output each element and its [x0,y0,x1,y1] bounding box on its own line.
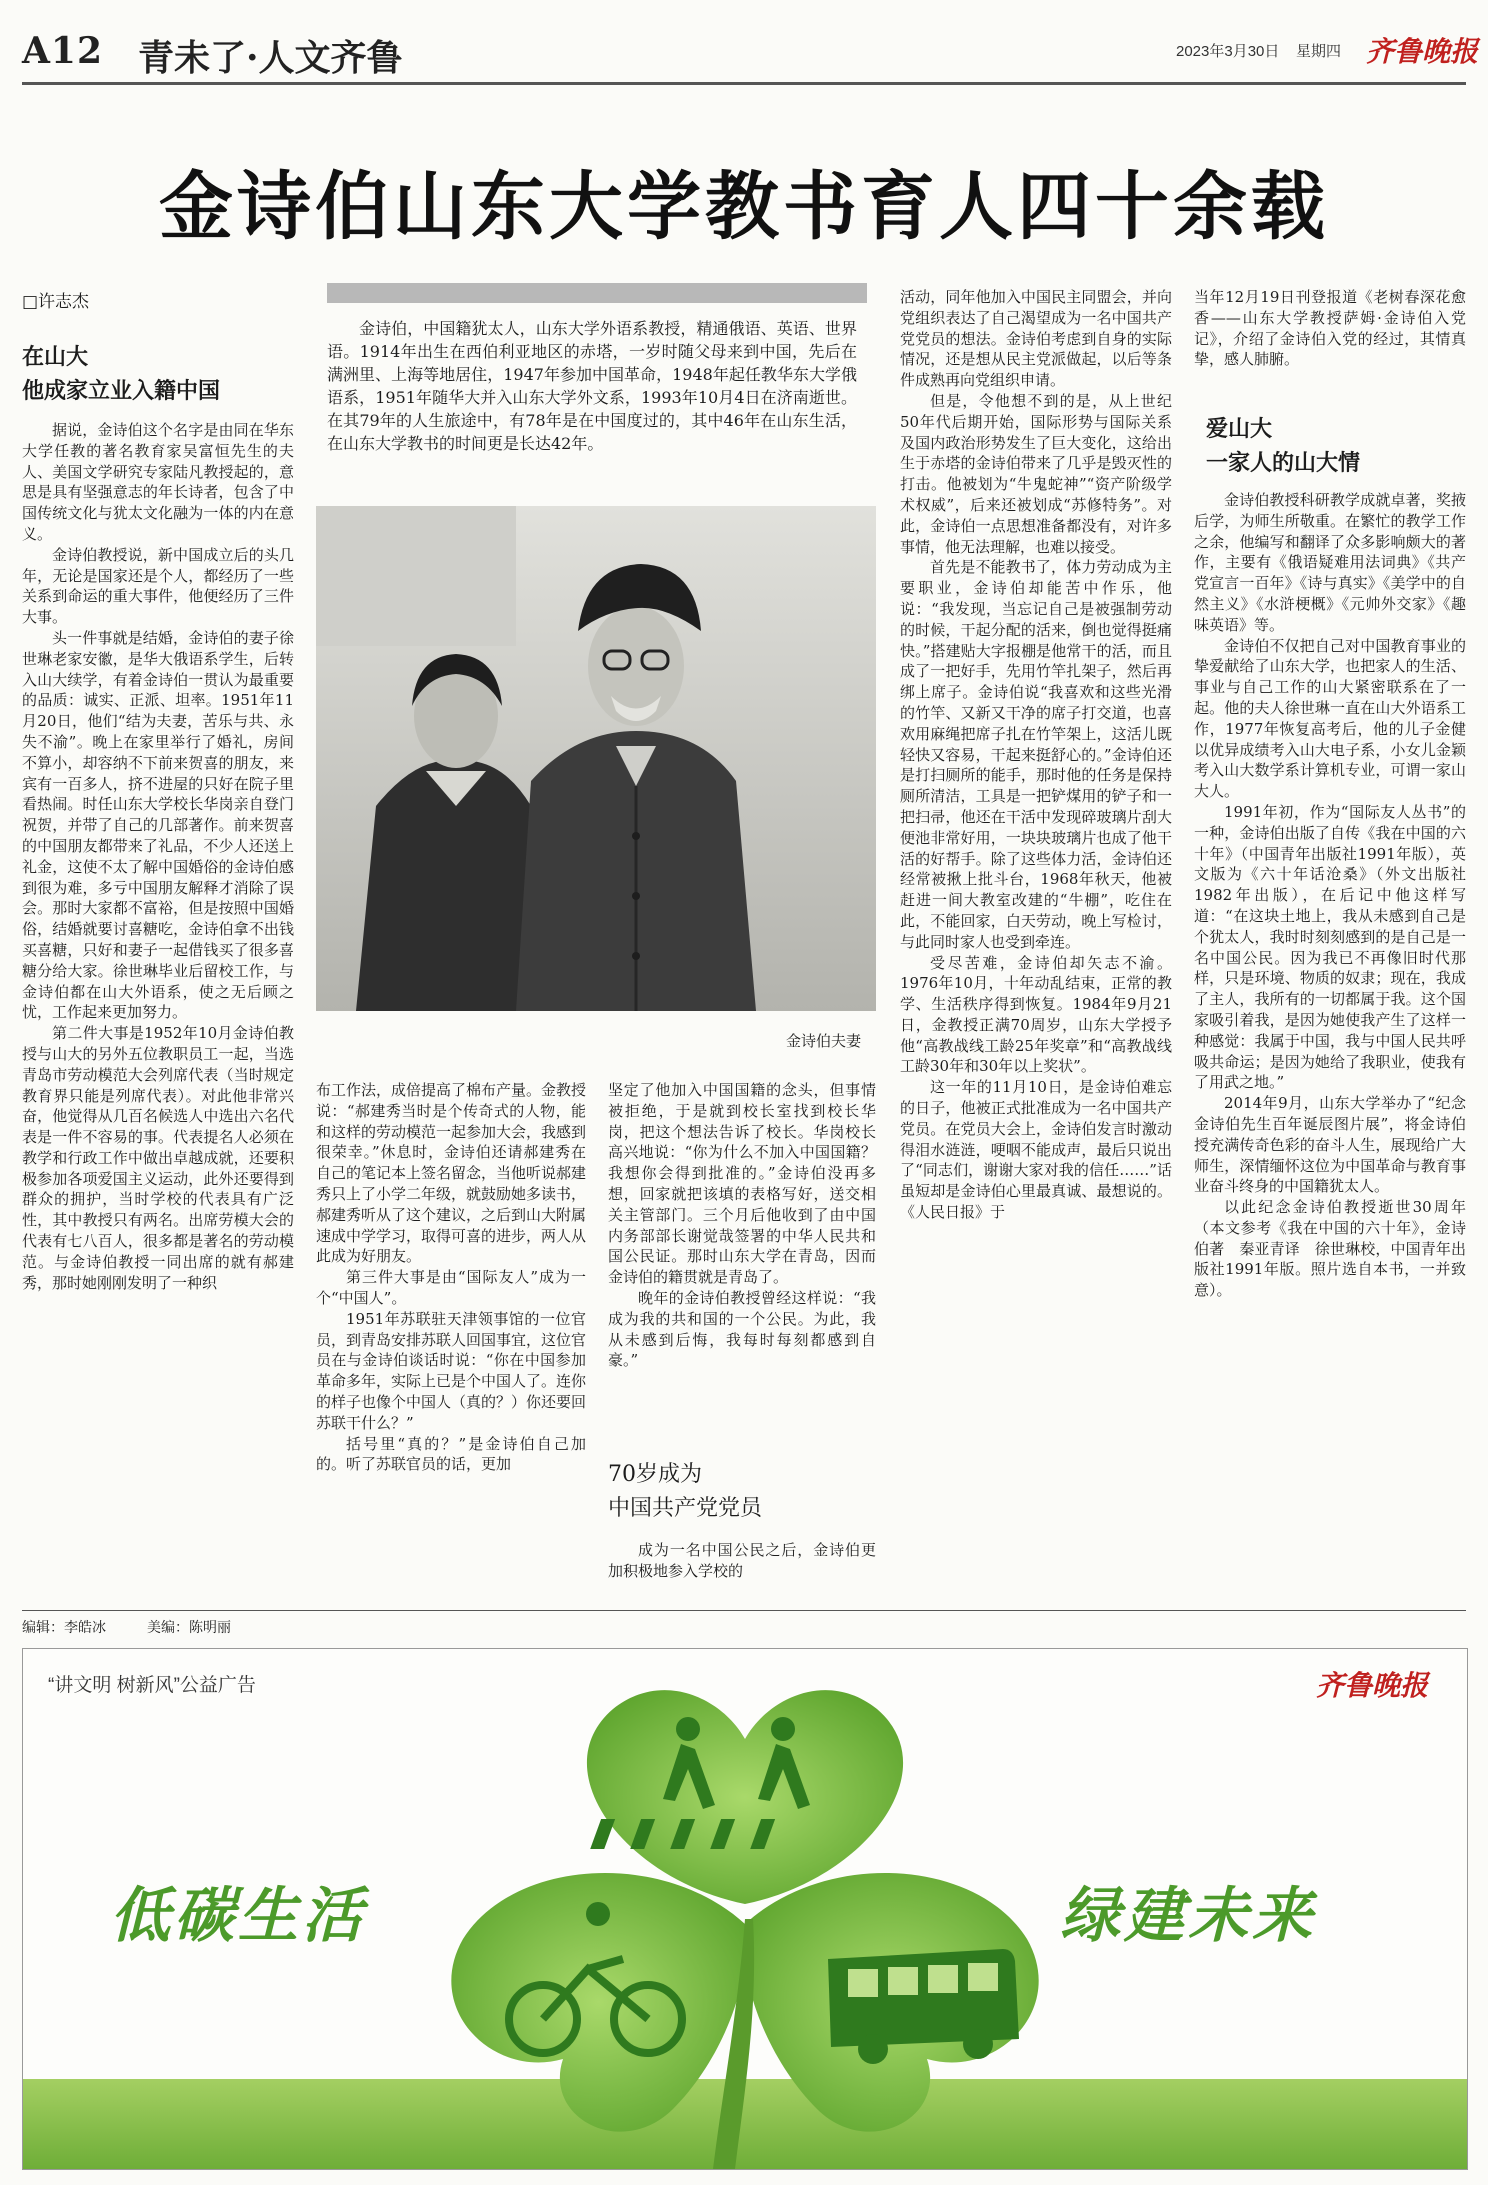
issue-weekday: 星期四 [1296,43,1342,60]
paragraph: 括号里“真的？”是金诗伯自己加的。听了苏联官员的话，更加 [316,1434,586,1474]
paragraph: 当年12月19日刊登报道《老树春深花愈香——山东大学教授萨姆·金诗伯入党记》，介绍了金诗伯入党的经过，其情真挚，感人肺腑。 [1194,288,1466,369]
paragraph: 这一年的11月10日，是金诗伯难忘的日子，他被正式批准成为一名中国共产党员。在党员大会上，金诗伯发言时激动得泪水涟涟，哽咽不能成声，最后只说出了“同志们，谢谢大家对我的信任……”话虽短却是金诗伯心里最真诚、最想说的。《人民日报》于 [900,1078,1172,1222]
section-heading-2-line1: 70岁成为 [608,1462,702,1487]
photo-caption: 金诗伯夫妻 [786,1032,862,1050]
newspaper-logo: 齐鲁晚报 [1366,35,1479,68]
header-rule [22,82,1466,85]
article-column-2 [316,1080,586,1600]
section-heading-2-line2: 中国共产党党员 [608,1496,763,1521]
paragraph: 金诗伯不仅把自己对中国教育事业的挚爱献给了山东大学，也把家人的生活、事业与自己工作的山大紧密联系在了一起。他的夫人徐世琳一直在山大外语系工作，1977年恢复高考后，他的儿子金健以优异成绩考入山大电子系，小女儿金颖考入山大数学系计算机专业，可谓一家山大人。 [1194,636,1466,801]
article-column-3 [608,1080,876,1450]
editor-credit: 编辑：李皓冰 [22,1619,106,1635]
footer-rule [22,1610,1466,1611]
article-column-1 [22,420,294,1600]
section-heading-2 [608,1458,876,1526]
ad-newspaper-logo: 齐鲁晚报 [1316,1669,1429,1702]
paragraph: 1951年苏联驻天津领事馆的一位官员，到青岛安排苏联人回国事宜，这位官员在与金诗伯谈话时说：“你在中国参加革命多年，实际上已是个中国人了。连你的样子也像个中国人（真的？）你还要回苏联干什么？” [316,1309,586,1432]
section-heading-1-line2: 他成家立业入籍中国 [22,378,221,404]
slogan-right: 绿建未来 [1060,1881,1316,1951]
section-heading-3-line1: 爱山大 [1206,416,1273,442]
section-title: 青未了·人文齐鲁 [138,37,403,79]
section-heading-1 [22,340,292,408]
issue-date: 2023年3月30日 [1176,43,1280,60]
slogan-left: 低碳生活 [110,1881,366,1951]
paragraph: 活动，同年他加入中国民主同盟会，并向党组织表达了自己渴望成为一名中国共产党党员的想法。金诗伯考虑到自身的实际情况，还是想从民主党派做起，以后等条件成熟再向党组织申请。 [900,288,1172,390]
paragraph: 成为一名中国公民之后，金诗伯更加积极地参入学校的 [608,1541,876,1580]
paragraph: 晚年的金诗伯教授曾经这样说：“我成为我的共和国的一个公民。为此，我从未感到后悔，我每时每刻都感到自豪。” [608,1288,876,1370]
article-column-4 [900,287,1172,1600]
paragraph: 受尽苦难，金诗伯却矢志不渝。1976年10月，十年动乱结束，正常的教学、生活秩序得到恢复。1984年9月21日，金教授正满70周岁，山东大学授予他“高教战线工龄25年奖章”和“高教战线工龄30年和30年以上奖状”。 [900,953,1172,1076]
paragraph: 布工作法，成倍提高了棉布产量。金教授说：“郝建秀当时是个传奇式的人物，能和这样的劳动模范一起参加大会，我感到很荣幸。”休息时，金诗伯还请郝建秀在自己的笔记本上签名留念，当他听说郝建秀只上了小学二年级，就鼓励她多读书，郝建秀听从了这个建议，之后到山大附属速成中学学习，取得可喜的进步，两人从此成为好朋友。 [316,1081,586,1266]
article-column-5-top [1194,287,1466,407]
paragraph: 头一件事就是结婚，金诗伯的妻子徐世琳老家安徽，是华大俄语系学生，后转入山大续学，有着金诗伯一贯认为最重要的品质：诚实、正派、坦率。1951年11月20日，他们“结为夫妻，苦乐与共、永失不渝”。晚上在家里举行了婚礼，房间不算小，却容纳不下前来贺喜的朋友，来宾有一百多人，挤不进屋的只好在院子里看热闹。时任山东大学校长华岗亲自登门祝贺，并带了自己的几部著作。前来贺喜的中国朋友都带来了礼品，不少人还送上礼金，这使不太了解中国婚俗的金诗伯感到很为难，多亏中国朋友解释才消除了误会。那时大家都不富裕，但是按照中国婚俗，结婚就要讨喜糖吃，金诗伯拿不出钱买喜糖，只好和妻子一起借钱买了很多喜糖分给大家。徐世琳毕业后留校工作，与金诗伯都在山大外语系，使之无后顾之忧，工作起来更加努力。 [22,628,294,1022]
paragraph: 但是，令他想不到的是，从上世纪50年代后期开始，国际形势与国际关系及国内政治形势发生了巨大变化，这给出生于赤塔的金诗伯带来了几乎是毁灭性的打击。他被划为“牛鬼蛇神”“资产阶级学术权威”，后来还被划成“苏修特务”。对此，金诗伯一点思想准备都没有，对许多事情，他无法理解，也难以接受。 [900,391,1172,556]
section-heading-1-line1: 在山大 [22,344,89,370]
headline: 金诗伯山东大学教书育人四十余载 [159,164,1329,250]
paragraph: 2014年9月，山东大学举办了“纪念金诗伯先生百年诞辰图片展”，将金诗伯授充满传奇色彩的奋斗人生，展现给广大师生，深情缅怀这位为中国革命与教育事业奋斗终身的中国籍犹太人。 [1194,1094,1466,1196]
paragraph: 第二件大事是1952年10月金诗伯教授与山大的另外五位教职员工一起，当选青岛市劳动模范大会列席代表（当时规定教育界只能是列席代表）。对此他非常兴奋，他觉得从几百名候选人中选出六名代表是一件不容易的事。代表提名人必须在教学和行政工作中做出卓越成就，还要积极参加各项爱国主义运动，此外还要得到群众的拥护，当时学校的代表具有广泛性，其中教授只有两名。出席劳模大会的代表有七八百人，很多都是著名的劳动模范。与金诗伯教授一同出席的就有郝建秀，那时她刚刚发明了一种织 [22,1024,294,1292]
paragraph: 以此纪念金诗伯教授逝世30周年（本文参考《我在中国的六十年》，金诗伯著 秦亚青译 徐世琳校，中国青年出版社1991年版。照片选自本书，一并致意）。 [1194,1198,1466,1300]
article-column-5 [1194,490,1466,1600]
ad-label: “讲文明 树新风”公益广告 [48,1675,256,1696]
byline: □许志杰 [22,292,90,312]
paragraph: 首先是不能教书了，体力劳动成为主要职业，金诗伯却能苦中作乐，他说：“我发现，当忘记自己是被强制劳动的时候，干起分配的活来，倒也觉得挺痛快。”搭建贴大字报棚是他常干的活，而且成了一把好手，先用竹竿扎架子，然后再绑上席子。金诗伯说“我喜欢和这些光滑的竹竿、又新又干净的席子打交道，也喜欢用麻绳把席子扎在竹竿架上，这活儿既轻快又容易，干起来挺舒心的。”金诗伯还是打扫厕所的能手，那时他的任务是保持厕所清洁，工具是一把铲煤用的铲子和一把扫帚，他还在干活中发现碎玻璃片刮大便池非常好用，一块块玻璃片也成了他干活的好帮手。除了这些体力活，金诗伯还经常被揪上批斗台，1968年秋天，他被赶进一间大教室改建的“牛棚”，吃住在此，不能回家，白天劳动，晚上写检讨，与此同时家人也受到牵连。 [900,558,1172,951]
article-column-3-continued [608,1540,876,1600]
section-heading-3 [1206,412,1466,480]
section-heading-3-line2: 一家人的山大情 [1206,450,1361,476]
paragraph: 第三件大事是由“国际友人”成为一个“中国人”。 [316,1268,586,1307]
intro-text: 金诗伯，中国籍犹太人，山东大学外语系教授，精通俄语、英语、世界语。1914年出生在西伯利亚地区的赤塔，一岁时随父母来到中国，先后在满洲里、上海等地居住，1947年参加中国革命，1948年起任教华东大学俄语系，1951年随华大并入山东大学外文系，1993年10月4日在济南逝世。在其79年的人生旅途中，有78年是在中国度过的，其中46年在山东生活，在山东大学教书的时间更是长达42年。 [327,319,857,453]
art-editor-credit: 美编：陈明丽 [147,1619,231,1635]
couple-photo [316,506,876,1011]
paragraph: 金诗伯教授说，新中国成立后的头几年，无论是国家还是个人，都经历了一些关系到命运的重大事件，他便经历了三件大事。 [22,545,294,627]
paragraph: 金诗伯教授科研教学成就卓著，奖掖后学，为师生所敬重。在繁忙的教学工作之余，他编写和翻译了众多影响颇大的著作，主要有《俄语疑难用法词典》《共产党宣言一百年》《诗与真实》《美学中的自然主义》《水浒梗概》《元帅外交家》《趣味英语》等。 [1194,491,1466,634]
paragraph: 据说，金诗伯这个名字是由同在华东大学任教的著名教育家吴富恒先生的夫人、美国文学研究专家陆凡教授起的，意思是具有坚强意志的年长诗者，包含了中国传统文化与犹太文化融为一体的内在意义。 [22,421,294,543]
page-number: A12 [22,30,104,72]
paragraph: 1991年初，作为“国际友人丛书”的一种，金诗伯出版了自传《我在中国的六十年》（中国青年出版社1991年版），英文版为《六十年话沧桑》（外文出版社1982年出版），在后记中他这样写道：“在这块土地上，我从未感到自己是个犹太人，我时时刻刻感到的是自己是一名中国公民。因为我已不再像旧时代那样，只是环境、物质的奴隶；现在，我成了主人，我所有的一切都属于我。这个国家吸引着我，是因为她使我产生了这样一种感觉：我属于中国，我与中国人民共呼吸共命运；是因为她给了我职业，使我有了用武之地。” [1194,802,1466,1092]
intro-bar [327,283,867,303]
couple-photo-image [316,506,876,1011]
paragraph: 坚定了他加入中国国籍的念头，但事情被拒绝，于是就到校长室找到校长华岗，把这个想法告诉了校长。华岗校长高兴地说：“你为什么不加入中国国籍？我想你会得到批准的。”金诗伯没再多想，回家就把该填的表格写好，送交相关主管部门。三个月后他收到了由中国内务部部长谢觉哉签署的中华人民共和国公民证。那时山东大学在青岛，因而金诗伯的籍贯就是青岛了。 [608,1081,876,1287]
